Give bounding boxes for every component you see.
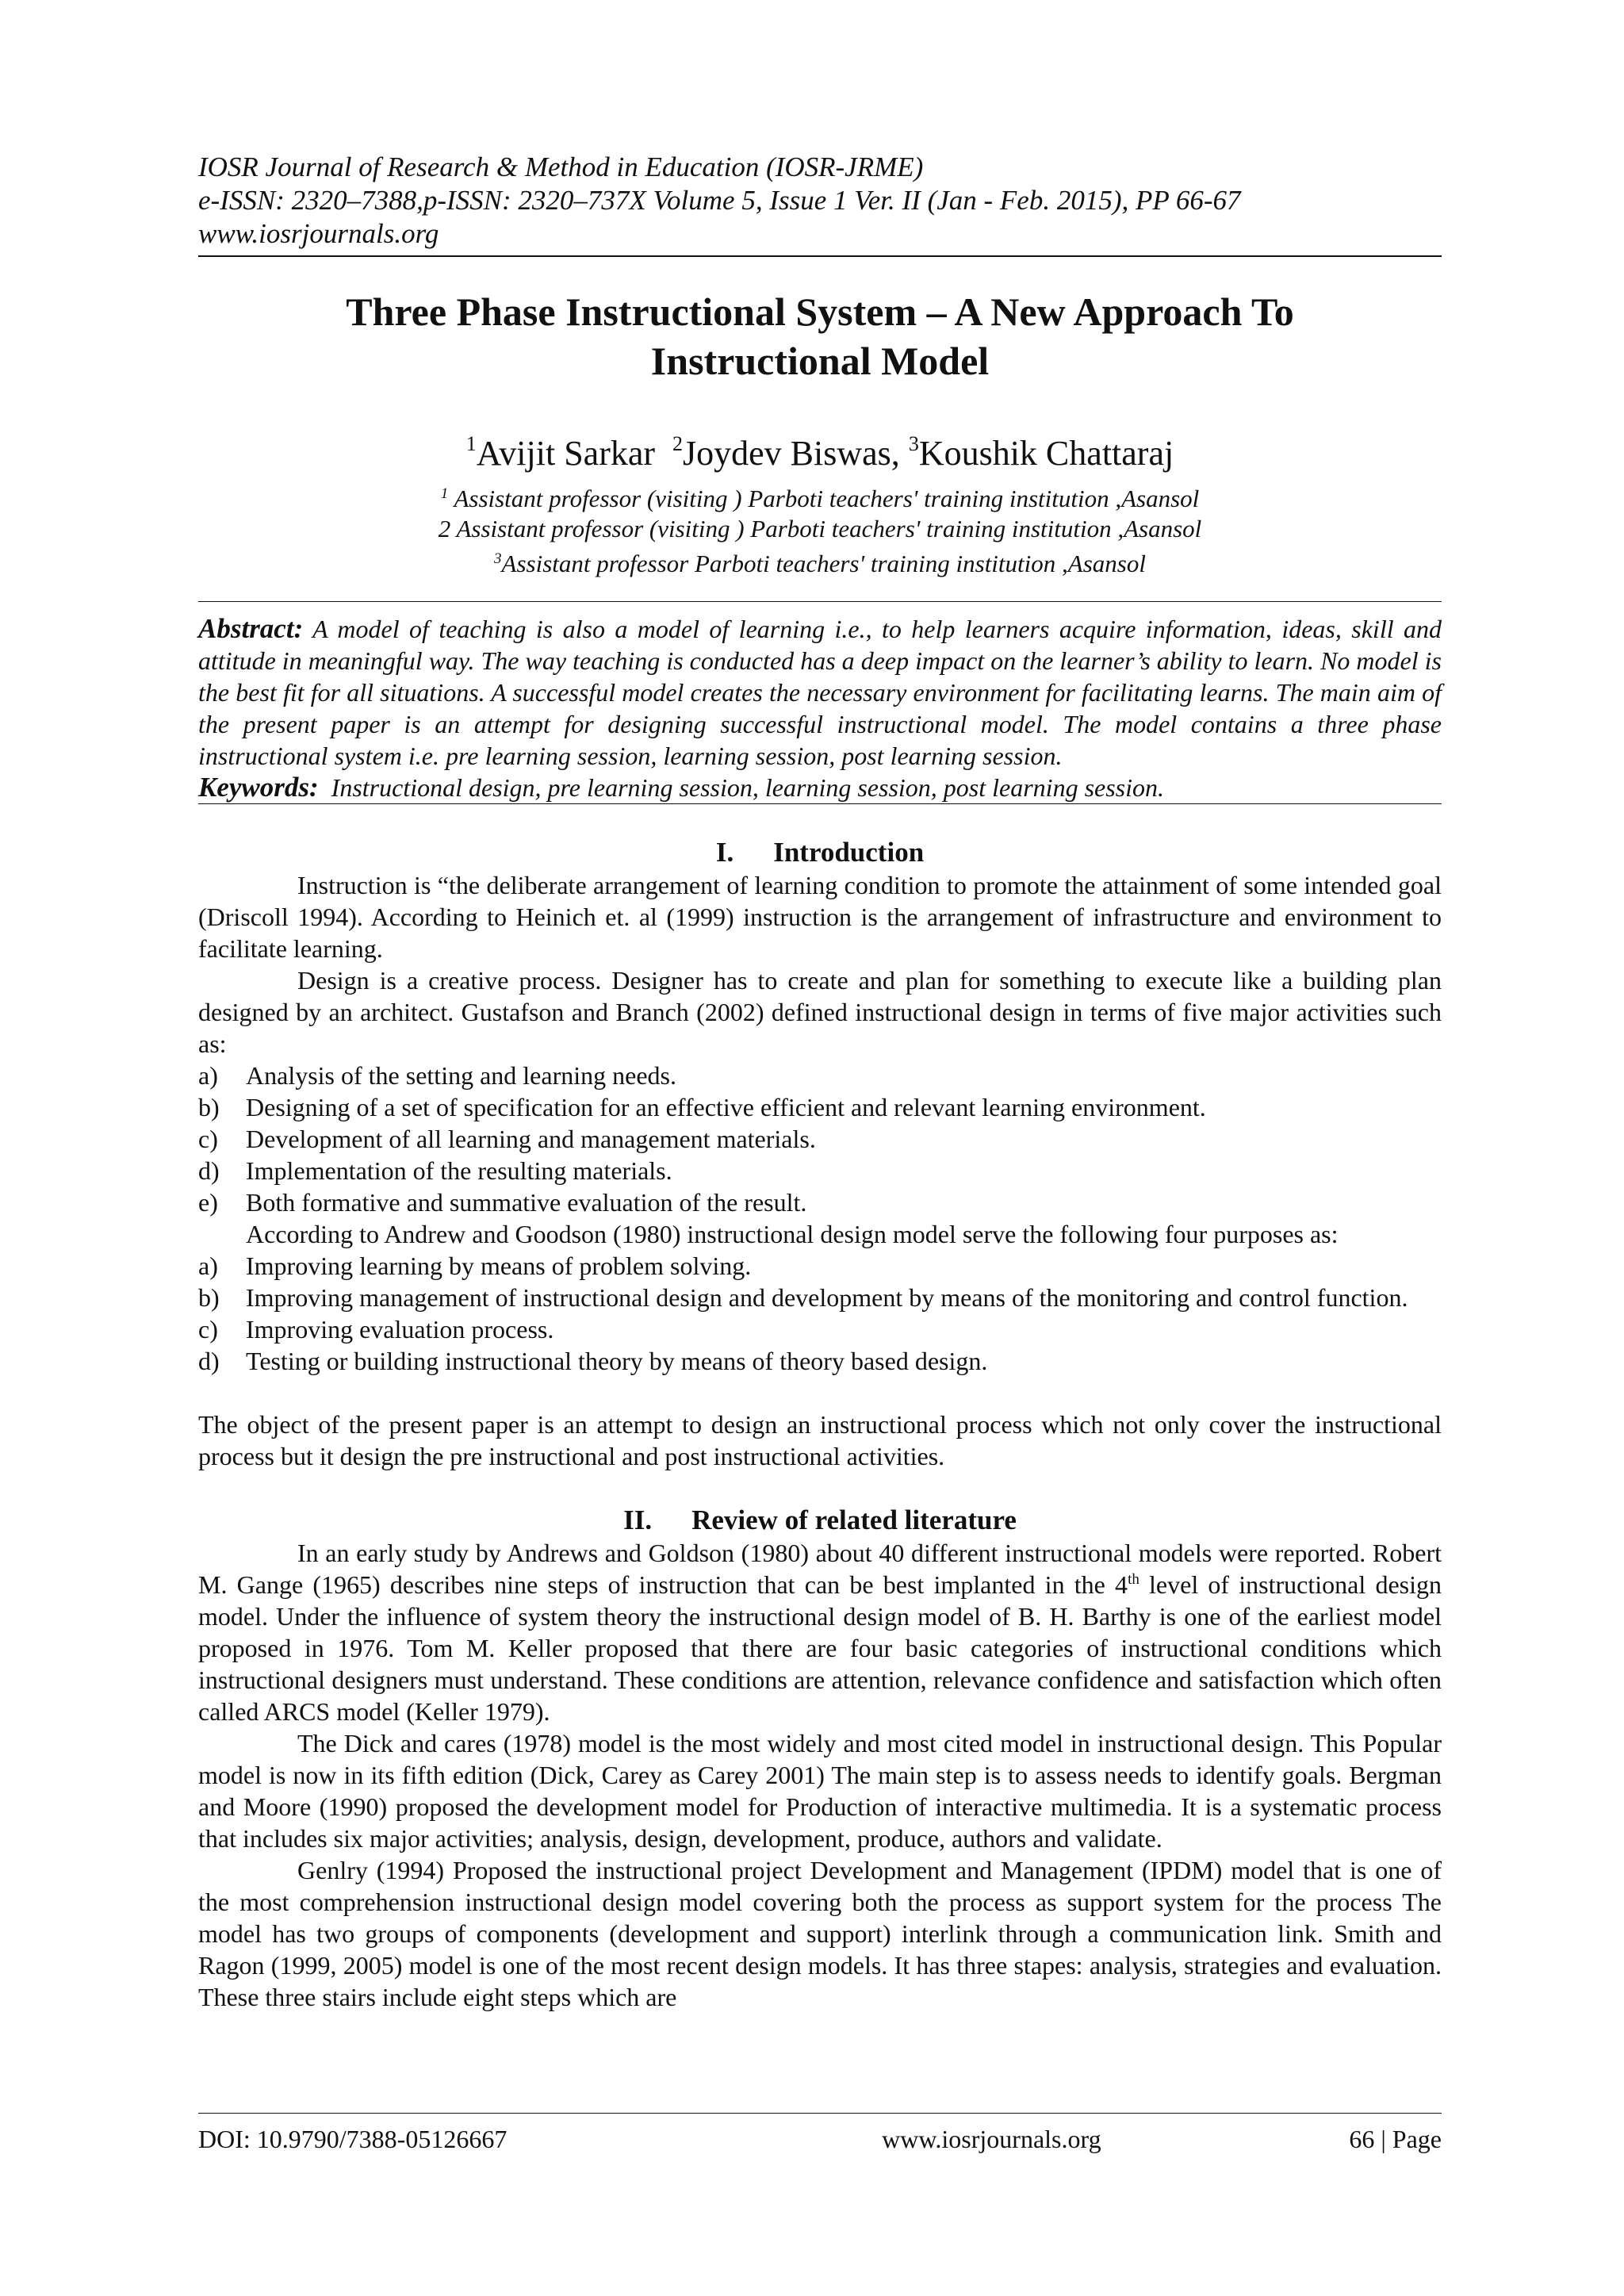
journal-website: www.iosrjournals.org bbox=[198, 218, 439, 249]
section-body bbox=[198, 1537, 1442, 2013]
list-marker: a) bbox=[198, 1061, 218, 1090]
affiliation-text: Assistant professor Parboti teachers' training institution ,Asansol bbox=[501, 550, 1146, 577]
list-marker: d) bbox=[198, 1347, 220, 1375]
footer-page-number: 66 | Page bbox=[1349, 2125, 1442, 2153]
header-rule bbox=[198, 255, 1442, 257]
affiliation bbox=[198, 544, 1442, 579]
abstract-text: A model of teaching is also a model of learning i.e., to help learners acquire information, ideas, skill and attitude in meaningful way. The way teaching is conducted has a deep impact on the learner’s ability to learn. No model is the best fit for all situations. A successful model creates the necessary environment for facilitating learns. The main aim of the present paper is an attempt for designing successful instructional model. The model contains a three phase instructional system i.e. pre learning session, learning session, post learning session. bbox=[198, 615, 1442, 770]
list-marker: c) bbox=[198, 1125, 218, 1153]
paragraph: Genlry (1994) Proposed the instructional project Development and Management (IPDM) model that is one of the most comprehension instructional design model covering both the process as support system for the process The model has two groups of components (development and support) interlink through a communication link. Smith and Ragon (1999, 2005) model is one of the most recent design models. It has three stapes: analysis, strategies and evaluation. These three stairs include eight steps which are bbox=[198, 1856, 1442, 2011]
author-name: Joydev Biswas, bbox=[683, 434, 900, 473]
author-sup: 2 bbox=[672, 432, 684, 455]
list-item bbox=[198, 1155, 1442, 1186]
activity-list bbox=[198, 1060, 1442, 1218]
affiliations bbox=[198, 479, 1442, 579]
paragraph-gap bbox=[198, 1377, 1442, 1409]
list-text: Improving learning by means of problem solving. bbox=[246, 1251, 752, 1280]
abstract bbox=[198, 613, 1442, 772]
list-text: Testing or building instructional theory by means of theory based design. bbox=[246, 1347, 988, 1375]
list-text: Implementation of the resulting materials. bbox=[246, 1156, 672, 1185]
purpose-list bbox=[198, 1250, 1442, 1377]
list-item bbox=[198, 1186, 1442, 1218]
paper-page bbox=[198, 151, 1442, 2013]
list-marker: b) bbox=[198, 1283, 220, 1312]
list-text: Improving evaluation process. bbox=[246, 1315, 554, 1343]
journal-issue: e-ISSN: 2320–7388,p-ISSN: 2320–737X Volume 5, Issue 1 Ver. II (Jan - Feb. 2015), PP 66-67 bbox=[198, 185, 1241, 216]
list-text: Improving management of instructional design and development by means of the monitoring and control function. bbox=[246, 1283, 1408, 1312]
footer-rule bbox=[198, 2113, 1442, 2114]
list-marker: d) bbox=[198, 1156, 220, 1185]
abstract-top-rule bbox=[198, 601, 1442, 602]
journal-name: IOSR Journal of Research & Method in Education (IOSR-JRME) bbox=[198, 151, 924, 182]
author-sup: 1 bbox=[465, 432, 477, 455]
list-item bbox=[198, 1345, 1442, 1377]
page-footer bbox=[198, 2113, 1442, 2155]
paragraph: Design is a creative process. Designer has to create and plan for something to execute like a building plan designed by an architect. Gustafson and Branch (2002) defined instructional design in terms of five major activities such as: bbox=[198, 966, 1442, 1058]
author-name: Avijit Sarkar bbox=[476, 434, 656, 473]
list-item bbox=[198, 1250, 1442, 1282]
footer-row bbox=[198, 2123, 1442, 2155]
paragraph bbox=[198, 1537, 1442, 1727]
list-text: Designing of a set of specification for an effective efficient and relevant learning environment. bbox=[246, 1093, 1206, 1121]
list-marker: c) bbox=[198, 1315, 218, 1343]
affiliation-text: Assistant professor (visiting ) Parboti teachers' training institution ,Asansol bbox=[454, 485, 1200, 512]
list-item bbox=[198, 1060, 1442, 1091]
paragraph: The object of the present paper is an attempt to design an instructional process which not only cover the instructional process but it design the pre instructional and post instructional activities. bbox=[198, 1410, 1442, 1470]
abstract-label: Abstract: bbox=[198, 613, 304, 644]
paragraph-text: level of instructional design model. Under the influence of system theory the instructional design model of B. H. Barthy is one of the earliest model proposed in 1976. Tom M. Keller proposed that there are four basic categories of instructional conditions which instructional designers must understand. These conditions are attention, relevance confidence and satisfaction which often called ARCS model (Keller 1979). bbox=[198, 1570, 1442, 1726]
affiliation-sup: 1 bbox=[440, 485, 449, 502]
author-list bbox=[198, 424, 1442, 474]
affiliation bbox=[198, 479, 1442, 514]
journal-header bbox=[198, 151, 1442, 257]
section-number: II. bbox=[623, 1504, 653, 1535]
affiliation-sup: 3 bbox=[494, 550, 502, 567]
footer-doi: DOI: 10.9790/7388-05126667 bbox=[198, 2125, 508, 2153]
paragraph: Instruction is “the deliberate arrangement of learning condition to promote the attainment of some intended goal (Driscoll 1994). According to Heinich et. al (1999) instruction is the arrangement of infrastructure and environment to facilitate learning. bbox=[198, 871, 1442, 963]
list-marker: b) bbox=[198, 1093, 220, 1121]
author-name: Koushik Chattaraj bbox=[918, 434, 1174, 473]
list-text: Analysis of the setting and learning needs. bbox=[246, 1061, 676, 1090]
section-heading bbox=[198, 836, 1442, 869]
list-item bbox=[198, 1091, 1442, 1123]
paragraph-text: In an early study by Andrews and Goldson (1980) about 40 different instructional models were reported. Robert M. Gange (1965) describes nine steps of instruction that can be best implanted in the 4 bbox=[198, 1539, 1442, 1599]
keywords-text: Instructional design, pre learning session, learning session, post learning session. bbox=[331, 773, 1165, 802]
section-title: Introduction bbox=[773, 837, 925, 868]
list-item bbox=[198, 1313, 1442, 1345]
paragraph: According to Andrew and Goodson (1980) instructional design model serve the following four purposes as: bbox=[246, 1220, 1339, 1248]
list-item bbox=[198, 1282, 1442, 1313]
section-number: I. bbox=[715, 837, 734, 868]
section-title: Review of related literature bbox=[691, 1504, 1017, 1535]
list-item bbox=[198, 1123, 1442, 1155]
section-body bbox=[198, 869, 1442, 1472]
ordinal-sup: th bbox=[1128, 1571, 1139, 1588]
keywords-label: Keywords: bbox=[198, 772, 319, 803]
affiliation bbox=[198, 514, 1442, 544]
author-sup: 3 bbox=[908, 432, 919, 455]
abstract-bottom-rule bbox=[198, 803, 1442, 804]
list-text: Development of all learning and management materials. bbox=[246, 1125, 816, 1153]
footer-website: www.iosrjournals.org bbox=[882, 2125, 1101, 2153]
affiliation-text: 2 Assistant professor (visiting ) Parboti teachers' training institution ,Asansol bbox=[438, 515, 1202, 542]
list-text: Both formative and summative evaluation of the result. bbox=[246, 1188, 807, 1217]
paper-title: Three Phase Instructional System – A New Approach To Instructional Model bbox=[346, 289, 1294, 383]
keywords bbox=[198, 772, 1442, 803]
section-heading bbox=[198, 1504, 1442, 1537]
paragraph: The Dick and cares (1978) model is the most widely and most cited model in instructional design. This Popular model is now in its fifth edition (Dick, Carey as Carey 2001) The main step is to assess needs to identify goals. Bergman and Moore (1990) proposed the development model for Production of interactive multimedia. It is a systematic process that includes six major activities; analysis, design, development, produce, authors and validate. bbox=[198, 1729, 1442, 1853]
list-marker: e) bbox=[198, 1188, 218, 1217]
list-marker: a) bbox=[198, 1251, 218, 1280]
